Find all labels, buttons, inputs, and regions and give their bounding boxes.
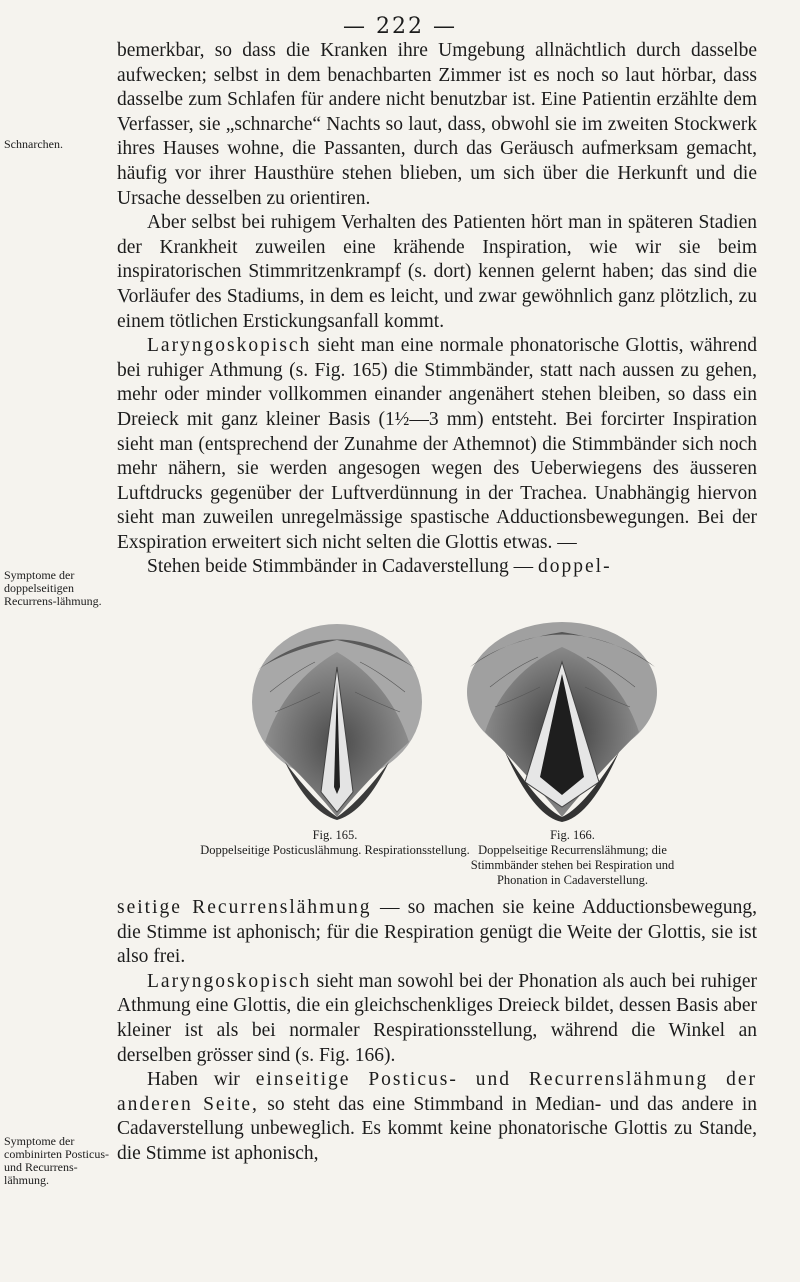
paragraph-cadaverstellung: Stehen beide Stimmbänder in Cadaverstellung — doppel- — [147, 556, 612, 578]
figure-165-caption — [200, 828, 470, 858]
margin-note-combinirte-laehmung: Symptome der combinirten Posticus- und Recurrens-lähmung. — [4, 1134, 109, 1187]
margin-note-doppelseitige-recurrenslaehmung: Symptome der doppelseitigen Recurrens-lähmung. — [4, 568, 102, 608]
figure-166-text: Doppelseitige Recurrenslähmung; die Stimmbänder stehen bei Respiration und Phonation in Cadaverstellung. — [470, 843, 675, 887]
paragraph-laryngoskopisch-2: Laryngoskopisch sieht man sowohl bei der Phonation als auch bei ruhiger Athmung eine Glottis, die ein gleichschenkliges Dreieck bildet, dessen Basis aber kleiner ist als bei normaler Respirationsstellung, während die Winkel an derselben grösser sind (s. Fig. 166). — [117, 970, 758, 1066]
paragraph-laryngoskopisch-1: Laryngoskopisch sieht man eine normale phonatorische Glottis, während bei ruhiger Athmung (s. Fig. 165) die Stimmbänder, statt nach aussen zu gehen, mehr oder minder vollkommen einander angenähert stehen bleiben, so dass ein Dreieck mit ganz kleiner Basis (1½—3 mm) entsteht. Bei forcirter Inspiration sieht man (entsprechend der Zunahme der Athemnot) die Stimmbänder sich noch mehr nähern, sie werden angesogen wegen des Ueberwiegens des äusseren Luftdrucks gegenüber der Luftverdünnung in der Trachea. Unabhängig hiervon sieht man zuweilen unregelmässige spastische Adductionsbewegungen. Bei der Exspiration erweitert sich nicht selten die Glottis etwas. — — [117, 335, 758, 553]
lead-term: Laryngoskopisch — [147, 335, 312, 357]
text-block-lower — [117, 896, 757, 1167]
figure-165-illustration — [225, 612, 450, 822]
figure-166-caption — [450, 828, 695, 888]
figure-165-text: Doppelseitige Posticuslähmung. Respirationsstellung. — [200, 843, 470, 857]
paragraph-einseitige-laehmung: Haben wir einseitige Posticus- und Recurrenslähmung der anderen Seite, so steht das eine Stimmband in Median- und das andere in Cadaverstellung unbeweglich. Es kommt keine phonatorische Glottis zu Stande, die Stimme ist aphonisch, — [117, 1069, 757, 1164]
text-block-upper — [117, 39, 757, 580]
margin-note-schnarchen: Schnarchen. — [4, 137, 63, 151]
lead-term: Laryngoskopisch — [147, 970, 312, 992]
paragraph-schnarchen: bemerkbar, so dass die Kranken ihre Umgebung allnächtlich durch dasselbe aufwecken; selbst in dem benachbarten Zimmer ist es noch so laut hörbar, dass dasselbe zum Schlafen für andere nicht benutzbar ist. Eine Patientin erzählte dem Verfasser, sie „schnarche“ Nachts so laut, dass, obwohl sie im zweiten Stockwerk ihres Hauses wohne, die Passanten, durch das Geräusch aufmerksam gemacht, häufig vor ihrer Hausthüre stehen blieben, um sich über die Herkunft und die Ursache desselben zu orientiren. — [117, 40, 757, 209]
paragraph-krahende-inspiration: Aber selbst bei ruhigem Verhalten des Patienten hört man in späteren Stadien der Krankheit zuweilen eine krähende Inspiration, wie wir sie beim inspiratorischen Stimmritzenkrampf (s. dort) kennen gelernt haben; das sind die Vorläufer des Stadiums, in dem es leicht, und zwar gewöhnlich ganz plötzlich, zu einem tötlichen Erstickungsanfall kommt. — [117, 212, 757, 332]
figure-165-number: Fig. 165. — [312, 828, 358, 842]
page-number: — 222 — — [343, 14, 457, 39]
figure-166-illustration — [450, 612, 675, 822]
figure-166-number: Fig. 166. — [550, 828, 595, 842]
paragraph-recurrenslaehmung: seitige Recurrenslähmung — so machen sie keine Adductionsbewegung, die Stimme ist aphonisch; für die Respiration genügt die Weite der Glottis, sie ist also frei. — [117, 897, 757, 968]
